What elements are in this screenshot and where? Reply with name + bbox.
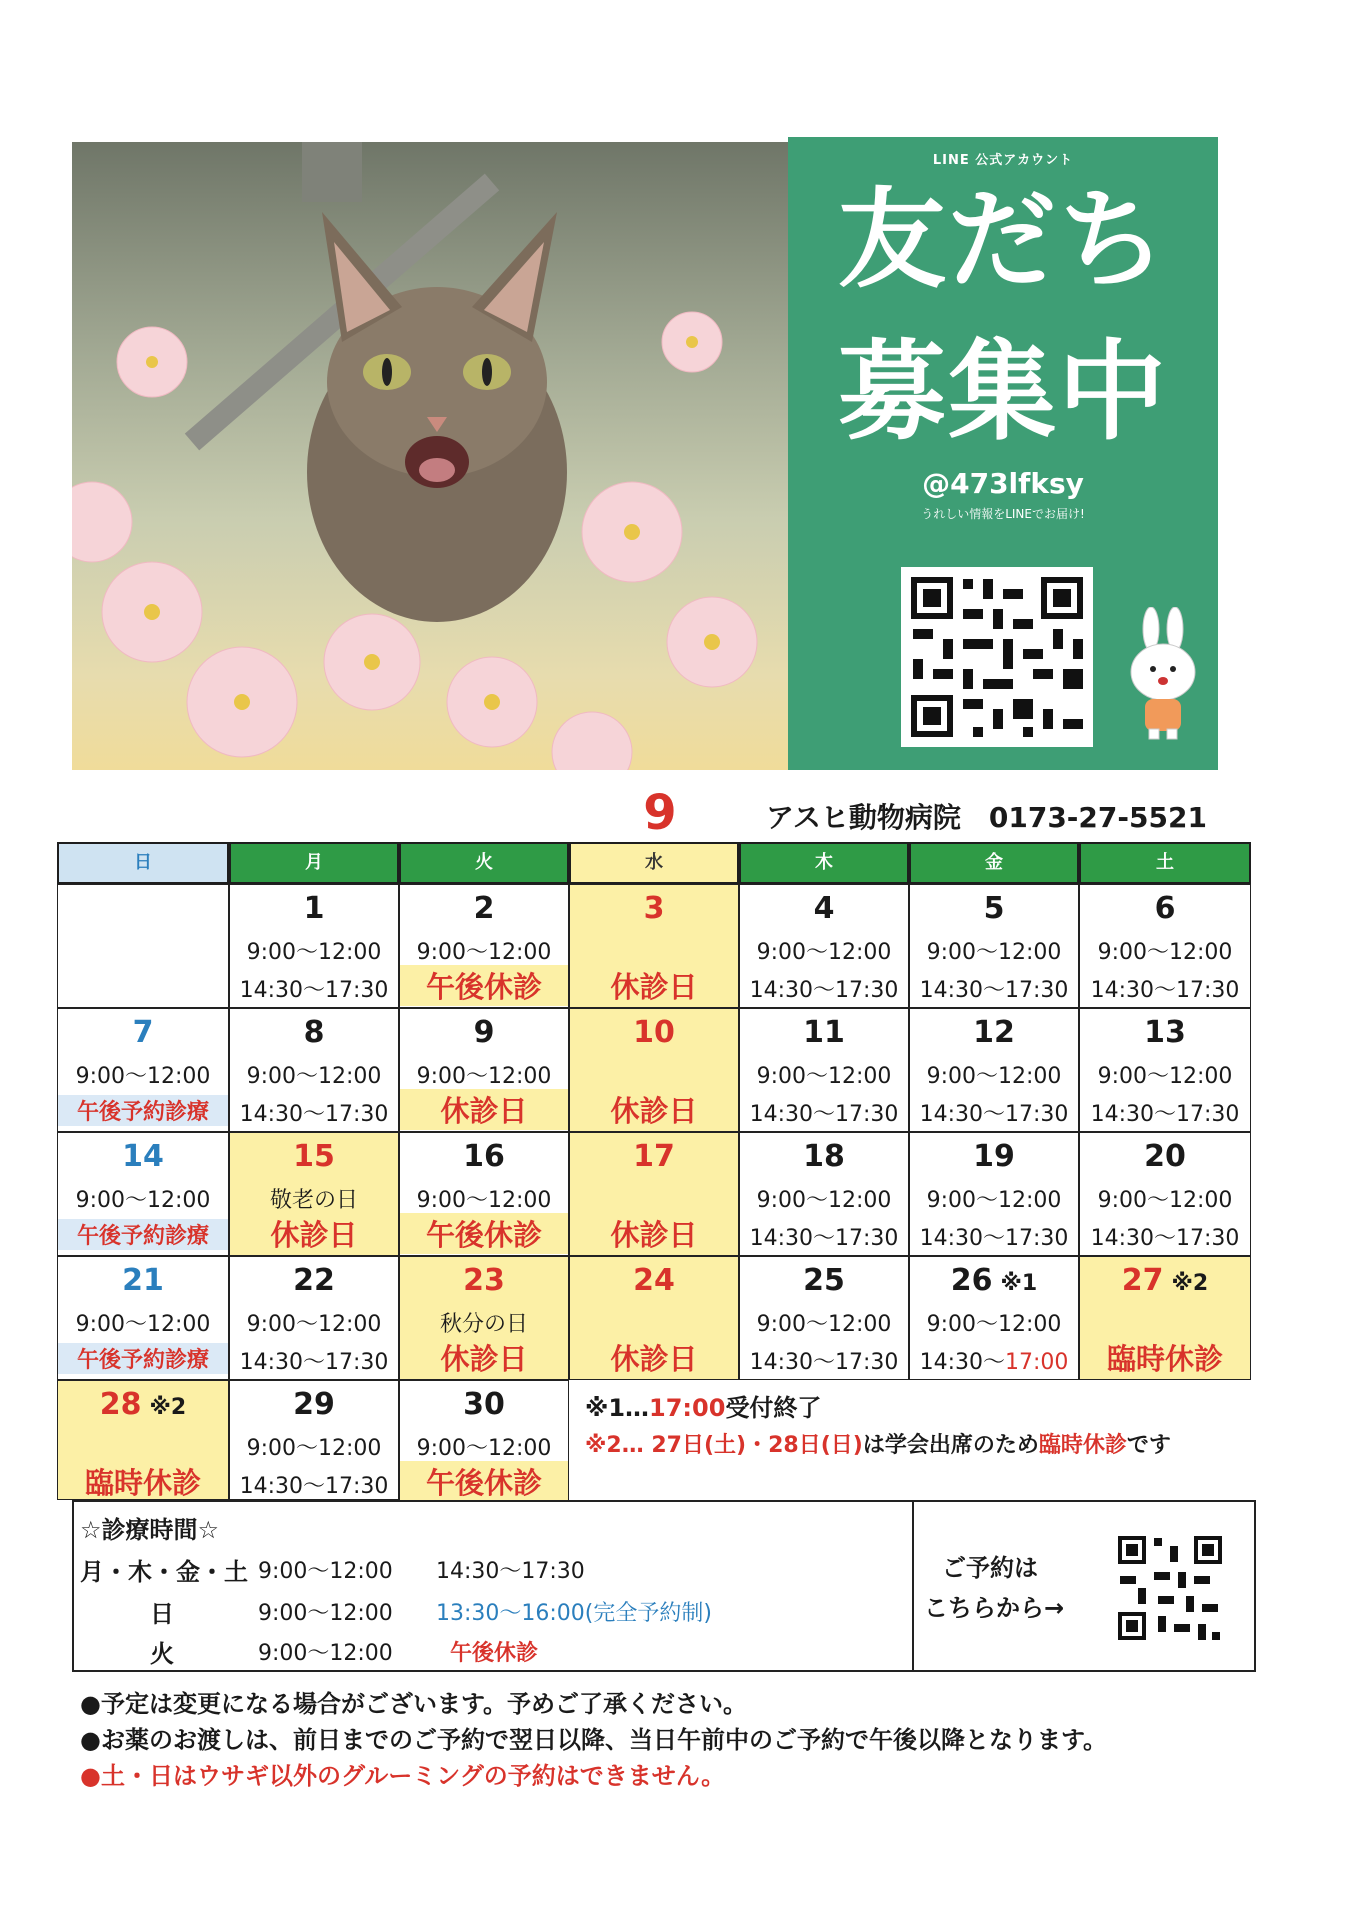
- closed-day-label: 休診日: [610, 970, 698, 1004]
- day-cell: [909, 1008, 1079, 1132]
- footnote-1-suffix: 受付終了: [725, 1394, 822, 1422]
- day-cell: [229, 1008, 399, 1132]
- hours-row2-pm: 13:30〜16:00(完全予約制): [436, 1601, 712, 1626]
- day-cell: [909, 1256, 1079, 1380]
- day-cell: [399, 1008, 569, 1132]
- day-cell: [909, 884, 1079, 1008]
- day-number: 24: [633, 1263, 675, 1298]
- day-cell-sunday: [57, 1132, 229, 1256]
- day-cell-temp-closed: [1079, 1256, 1251, 1380]
- day-cell: [739, 1256, 909, 1380]
- weekday-thu: 木: [739, 842, 909, 884]
- day-cell: [399, 1380, 569, 1500]
- day-number: 19: [973, 1139, 1015, 1174]
- day-number: 23: [463, 1263, 505, 1298]
- day-cell-temp-closed: [57, 1380, 229, 1500]
- day-number: 9: [473, 1015, 495, 1050]
- hours-box: [72, 1500, 1256, 1672]
- day-cell-sunday: [57, 1256, 229, 1380]
- footnote-2-suffix: です: [1126, 1433, 1171, 1458]
- day-number: 10: [633, 1015, 675, 1050]
- day-number: [910, 1263, 1078, 1298]
- day-number: 15: [293, 1139, 335, 1174]
- month-number: 9: [643, 785, 677, 841]
- am-hours: 9:00〜12:00: [1097, 1188, 1233, 1213]
- day-number-text: 28: [99, 1387, 142, 1422]
- day-cell: [399, 884, 569, 1008]
- day-cell-closed: [569, 1008, 739, 1132]
- am-hours: 9:00〜12:00: [756, 1064, 892, 1089]
- footnote-1-prefix: ※1…: [585, 1394, 650, 1422]
- weekday-sun: 日: [57, 842, 229, 884]
- day-number: 30: [463, 1387, 505, 1422]
- day-cell-closed: [569, 1256, 739, 1380]
- pm-hours: 14:30〜17:30: [919, 1102, 1069, 1127]
- reservation-text-2: こちらから→: [924, 1594, 1065, 1622]
- pm-start: 14:30〜: [919, 1350, 1005, 1375]
- day-cell: [399, 1132, 569, 1256]
- note-grooming: ●土・日はウサギ以外のグルーミングの予約はできません。: [80, 1762, 726, 1790]
- headline-recruiting: 募集中: [837, 330, 1168, 455]
- footnote-mark: ※2: [1171, 1271, 1209, 1296]
- temp-closed-label: 臨時休診: [84, 1466, 201, 1500]
- pm-hours: 14:30〜17:30: [239, 1350, 389, 1375]
- closed-day-label: 休診日: [440, 1342, 528, 1376]
- am-hours: 9:00〜12:00: [246, 1064, 382, 1089]
- day-number: 22: [293, 1263, 335, 1298]
- day-number: 29: [293, 1387, 335, 1422]
- day-number: 2: [473, 891, 495, 926]
- pm-hours: 14:30〜17:30: [749, 1350, 899, 1375]
- day-number-text: 26: [950, 1263, 993, 1298]
- am-hours: 9:00〜12:00: [1097, 940, 1233, 965]
- am-hours: 9:00〜12:00: [75, 1188, 211, 1213]
- am-hours: 9:00〜12:00: [926, 940, 1062, 965]
- closed-day-label: 休診日: [610, 1094, 698, 1128]
- am-hours: 9:00〜12:00: [756, 1312, 892, 1337]
- footnote-mark: ※1: [1000, 1271, 1038, 1296]
- pm-hours: 14:30〜17:30: [749, 978, 899, 1003]
- pm-reservation-label: 午後予約診療: [58, 1095, 228, 1126]
- day-number: 18: [803, 1139, 845, 1174]
- day-number: 7: [132, 1015, 154, 1050]
- line-account-id: @473lfksy: [922, 467, 1084, 500]
- day-number: 12: [973, 1015, 1015, 1050]
- pm-hours: 14:30〜17:30: [919, 978, 1069, 1003]
- closed-day-label: 休診日: [400, 1089, 568, 1130]
- footnote-2-mid: は学会出席のため: [862, 1433, 1039, 1458]
- day-number: 3: [643, 891, 665, 926]
- am-hours: 9:00〜12:00: [416, 1188, 552, 1213]
- day-number: 1: [303, 891, 325, 926]
- footnote-2-prefix: ※2… 27日(土)・28日(日): [585, 1433, 863, 1458]
- hours-row1-am: 9:00〜12:00: [258, 1559, 393, 1584]
- day-cell-empty: [57, 884, 229, 1008]
- day-cell: [739, 884, 909, 1008]
- am-hours: 9:00〜12:00: [246, 1436, 382, 1461]
- closed-day-label: 休診日: [610, 1342, 698, 1376]
- weekday-mon: 月: [229, 842, 399, 884]
- am-hours: 9:00〜12:00: [416, 1436, 552, 1461]
- am-hours: 9:00〜12:00: [246, 940, 382, 965]
- day-cell-sunday: [57, 1008, 229, 1132]
- am-hours: 9:00〜12:00: [756, 1188, 892, 1213]
- am-hours: 9:00〜12:00: [416, 940, 552, 965]
- am-hours: 9:00〜12:00: [75, 1312, 211, 1337]
- pm-closed-label: 午後休診: [400, 1461, 568, 1502]
- line-official-label: LINE 公式アカウント: [932, 153, 1074, 168]
- cat-photo: [72, 142, 788, 770]
- day-cell: [229, 884, 399, 1008]
- am-hours: 9:00〜12:00: [246, 1312, 382, 1337]
- pm-hours: 14:30〜17:30: [749, 1226, 899, 1251]
- day-number: 14: [122, 1139, 164, 1174]
- pm-closed-label: 午後休診: [400, 965, 568, 1006]
- hours-row2-am: 9:00〜12:00: [258, 1601, 393, 1626]
- hours-title: ☆診療時間☆: [80, 1516, 220, 1544]
- day-number: 4: [813, 891, 835, 926]
- day-number: 13: [1144, 1015, 1186, 1050]
- pm-hours: 14:30〜17:30: [239, 978, 389, 1003]
- day-cell-closed: [569, 884, 739, 1008]
- holiday-name: 敬老の日: [269, 1188, 358, 1213]
- day-number: 6: [1154, 891, 1176, 926]
- pm-hours: 14:30〜17:30: [1090, 978, 1240, 1003]
- footnote-mark: ※2: [149, 1395, 187, 1420]
- pm-reservation-label: 午後予約診療: [58, 1343, 228, 1374]
- pm-hours: [910, 1345, 1078, 1376]
- day-number: 16: [463, 1139, 505, 1174]
- day-cell: [739, 1132, 909, 1256]
- day-cell-closed: [569, 1132, 739, 1256]
- am-hours: 9:00〜12:00: [416, 1064, 552, 1089]
- day-cell-holiday: [399, 1256, 569, 1380]
- am-hours: 9:00〜12:00: [756, 940, 892, 965]
- hours-row3-am: 9:00〜12:00: [258, 1641, 393, 1666]
- day-number: 21: [122, 1263, 164, 1298]
- note-medicine-pickup: ●お薬のお渡しは、前日までのご予約で翌日以降、当日午前中のご予約で午後以降となります。: [80, 1726, 1108, 1754]
- bunny-mascot-icon: [1123, 607, 1203, 742]
- pm-hours: 14:30〜17:30: [749, 1102, 899, 1127]
- pm-hours: 14:30〜17:30: [239, 1474, 389, 1499]
- line-account-subtext: うれしい情報をLINEでお届け!: [921, 507, 1085, 521]
- day-cell: [229, 1380, 399, 1500]
- pm-closed-label: 午後休診: [400, 1213, 568, 1254]
- pm-hours: 14:30〜17:30: [1090, 1102, 1240, 1127]
- day-cell: [1079, 1132, 1251, 1256]
- day-cell: [229, 1256, 399, 1380]
- day-number: 5: [983, 891, 1005, 926]
- am-hours: 9:00〜12:00: [75, 1064, 211, 1089]
- day-cell: [909, 1132, 1079, 1256]
- day-number: 20: [1144, 1139, 1186, 1174]
- temp-closed-label: 臨時休診: [1106, 1342, 1223, 1376]
- day-number: 11: [803, 1015, 845, 1050]
- am-hours: 9:00〜12:00: [926, 1312, 1062, 1337]
- hours-row1-days: 月・木・金・土: [80, 1558, 248, 1586]
- day-number-text: 27: [1121, 1263, 1164, 1298]
- day-number: 17: [633, 1139, 675, 1174]
- day-cell: [739, 1008, 909, 1132]
- reservation-qr-code[interactable]: [1114, 1532, 1226, 1644]
- hours-row2-days: 日: [150, 1600, 174, 1628]
- pm-hours: 14:30〜17:30: [1090, 1226, 1240, 1251]
- day-number: [58, 1387, 228, 1422]
- footnote-1: [585, 1388, 821, 1423]
- day-cell: [1079, 1008, 1251, 1132]
- clinic-name-phone: アスヒ動物病院 0173-27-5521: [766, 801, 1207, 834]
- am-hours: 9:00〜12:00: [926, 1188, 1062, 1213]
- hours-row1-pm: 14:30〜17:30: [436, 1559, 585, 1584]
- pm-hours: 14:30〜17:30: [239, 1102, 389, 1127]
- am-hours: 9:00〜12:00: [926, 1064, 1062, 1089]
- day-cell-holiday: [229, 1132, 399, 1256]
- pm-end-early: 17:00: [1005, 1350, 1069, 1375]
- weekday-sat: 土: [1079, 842, 1251, 884]
- reservation-text-1: ご予約は: [942, 1554, 1038, 1582]
- day-number: [1080, 1263, 1250, 1298]
- closed-day-label: 休診日: [610, 1218, 698, 1252]
- day-number: 25: [803, 1263, 845, 1298]
- line-friends-panel: [788, 137, 1218, 770]
- footnote-2: [585, 1428, 1171, 1459]
- pm-reservation-label: 午後予約診療: [58, 1219, 228, 1250]
- headline-friends: 友だち: [837, 178, 1168, 303]
- am-hours: 9:00〜12:00: [1097, 1064, 1233, 1089]
- pm-hours: 14:30〜17:30: [919, 1226, 1069, 1251]
- reservation-section: [912, 1502, 1258, 1670]
- day-cell: [1079, 884, 1251, 1008]
- holiday-name: 秋分の日: [439, 1312, 528, 1337]
- weekday-fri: 金: [909, 842, 1079, 884]
- weekday-wed: 水: [569, 842, 739, 884]
- day-number: 8: [303, 1015, 325, 1050]
- footnote-1-time: 17:00: [649, 1394, 726, 1422]
- hours-row3-pm: 午後休診: [450, 1641, 539, 1666]
- footnote-2-red: 臨時休診: [1038, 1433, 1127, 1458]
- weekday-tue: 火: [399, 842, 569, 884]
- line-qr-code[interactable]: [901, 567, 1093, 747]
- closed-day-label: 休診日: [270, 1218, 358, 1252]
- note-schedule-change: ●予定は変更になる場合がございます。予めご了承ください。: [80, 1690, 748, 1718]
- hours-row3-days: 火: [150, 1640, 174, 1668]
